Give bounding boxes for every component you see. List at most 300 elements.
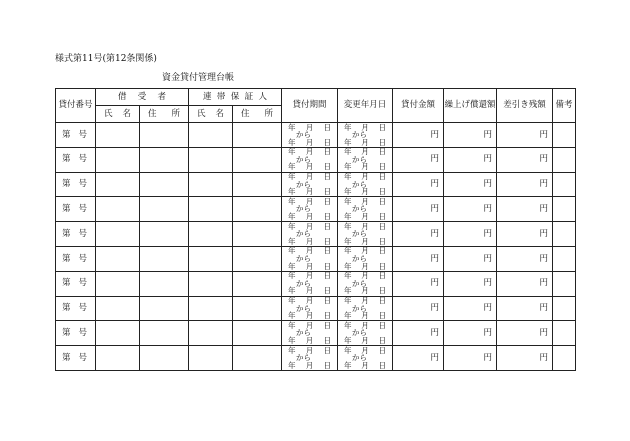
yen-unit: 円 xyxy=(539,204,548,215)
month-char: 月 xyxy=(305,122,314,132)
yen-unit: 円 xyxy=(483,129,492,140)
remarks-cell[interactable] xyxy=(553,172,576,197)
header-guarantor-char: 連 xyxy=(203,91,212,102)
borrower-name-cell[interactable] xyxy=(96,147,140,172)
date-to-line xyxy=(338,337,392,345)
change-date-cell[interactable] xyxy=(338,271,393,296)
day-char: 日 xyxy=(378,137,386,147)
date-from-marker: から xyxy=(296,303,311,313)
day-char: 日 xyxy=(378,336,386,346)
loan-amount-cell[interactable] xyxy=(393,123,444,148)
header-guarantor-char: 人 xyxy=(258,91,267,102)
borrower-name-cell[interactable] xyxy=(96,172,140,197)
balance-cell[interactable] xyxy=(497,271,553,296)
balance-cell[interactable] xyxy=(497,296,553,321)
month-char: 月 xyxy=(305,212,314,222)
change-date-cell[interactable] xyxy=(338,147,393,172)
year-char: 年 xyxy=(288,212,296,222)
number-prefix: 第 xyxy=(62,179,71,190)
loan-amount-cell[interactable] xyxy=(393,271,444,296)
loan-ledger-table xyxy=(55,88,576,371)
day-char: 日 xyxy=(378,311,386,321)
day-char: 日 xyxy=(378,147,386,157)
yen-unit: 円 xyxy=(539,154,548,165)
table-row xyxy=(56,147,576,172)
month-char: 月 xyxy=(361,147,369,157)
day-char: 日 xyxy=(323,162,331,172)
day-char: 日 xyxy=(323,236,331,246)
number-suffix: 号 xyxy=(78,179,87,190)
year-char: 年 xyxy=(344,221,352,231)
early-repayment-cell[interactable] xyxy=(444,346,497,371)
borrower-name-cell[interactable] xyxy=(96,123,140,148)
header-name-char: 名 xyxy=(122,108,131,119)
loan-number-cell[interactable] xyxy=(56,321,96,346)
day-char: 日 xyxy=(323,172,331,182)
loan-amount-cell[interactable] xyxy=(393,172,444,197)
loan-number-cell[interactable] xyxy=(56,123,96,148)
guarantor-address-cell[interactable] xyxy=(233,222,282,247)
day-char: 日 xyxy=(323,246,331,256)
month-char: 月 xyxy=(361,212,369,222)
year-char: 年 xyxy=(288,196,296,206)
day-char: 日 xyxy=(323,320,331,330)
guarantor-address-cell[interactable] xyxy=(233,296,282,321)
table-row xyxy=(56,271,576,296)
balance-cell[interactable] xyxy=(497,172,553,197)
day-char: 日 xyxy=(323,311,331,321)
table-row xyxy=(56,321,576,346)
yen-unit: 円 xyxy=(539,328,548,339)
guarantor-name-cell[interactable] xyxy=(189,172,233,197)
header-guarantor-char: 帯 xyxy=(216,91,226,102)
month-char: 月 xyxy=(305,187,314,197)
header-borrower xyxy=(96,89,189,106)
loan-period-cell[interactable] xyxy=(282,271,338,296)
yen-unit: 円 xyxy=(430,154,439,165)
early-repayment-cell[interactable] xyxy=(444,222,497,247)
yen-unit: 円 xyxy=(483,154,492,165)
day-char: 日 xyxy=(323,212,331,222)
date-to-line xyxy=(338,362,392,370)
year-char: 年 xyxy=(344,196,352,206)
date-from-marker: から xyxy=(352,328,367,338)
change-date-cell[interactable] xyxy=(338,246,393,271)
header-row-top xyxy=(56,89,576,106)
month-char: 月 xyxy=(361,320,369,330)
date-to-line xyxy=(338,263,392,271)
number-prefix: 第 xyxy=(62,154,71,165)
borrower-address-cell[interactable] xyxy=(140,147,189,172)
balance-cell[interactable] xyxy=(497,197,553,222)
balance-cell[interactable] xyxy=(497,246,553,271)
year-char: 年 xyxy=(288,147,296,157)
year-char: 年 xyxy=(288,311,296,321)
remarks-cell[interactable] xyxy=(553,271,576,296)
loan-period-cell[interactable] xyxy=(282,147,338,172)
header-early-repayment: 繰上げ償還額 xyxy=(444,89,497,123)
number-suffix: 号 xyxy=(78,228,87,239)
guarantor-address-cell[interactable] xyxy=(233,271,282,296)
borrower-name-cell[interactable] xyxy=(96,321,140,346)
day-char: 日 xyxy=(323,271,331,281)
year-char: 年 xyxy=(288,360,296,370)
borrower-name-cell[interactable] xyxy=(96,296,140,321)
header-name-char: 氏 xyxy=(104,108,113,119)
change-date-cell[interactable] xyxy=(338,222,393,247)
yen-unit: 円 xyxy=(539,253,548,264)
date-from-marker: から xyxy=(352,204,367,214)
loan-amount-cell[interactable] xyxy=(393,246,444,271)
number-prefix: 第 xyxy=(62,253,71,264)
month-char: 月 xyxy=(361,187,369,197)
year-char: 年 xyxy=(344,147,352,157)
guarantor-address-cell[interactable] xyxy=(233,123,282,148)
month-char: 月 xyxy=(361,246,369,256)
header-loan-amount: 貸付金額 xyxy=(393,89,444,123)
date-to-line xyxy=(338,163,392,171)
date-to-line xyxy=(282,263,337,271)
table-row xyxy=(56,346,576,371)
early-repayment-cell[interactable] xyxy=(444,197,497,222)
yen-unit: 円 xyxy=(483,253,492,264)
month-char: 月 xyxy=(361,261,369,271)
early-repayment-cell[interactable] xyxy=(444,321,497,346)
header-remarks: 備考 xyxy=(553,89,576,123)
day-char: 日 xyxy=(323,122,331,132)
year-char: 年 xyxy=(288,271,296,281)
guarantor-name-cell[interactable] xyxy=(189,222,233,247)
loan-amount-cell[interactable] xyxy=(393,147,444,172)
number-suffix: 号 xyxy=(78,328,87,339)
change-date-cell[interactable] xyxy=(338,123,393,148)
day-char: 日 xyxy=(323,196,331,206)
month-char: 月 xyxy=(305,296,314,306)
header-loan-number: 貸付番号 xyxy=(56,89,96,123)
day-char: 日 xyxy=(378,196,386,206)
balance-cell[interactable] xyxy=(497,222,553,247)
borrower-address-cell[interactable] xyxy=(140,296,189,321)
table-row xyxy=(56,246,576,271)
day-char: 日 xyxy=(378,162,386,172)
remarks-cell[interactable] xyxy=(553,222,576,247)
borrower-address-cell[interactable] xyxy=(140,123,189,148)
day-char: 日 xyxy=(323,286,331,296)
year-char: 年 xyxy=(344,286,352,296)
early-repayment-cell[interactable] xyxy=(444,246,497,271)
date-to-line xyxy=(338,287,392,295)
borrower-address-cell[interactable] xyxy=(140,271,189,296)
header-address-char: 住 xyxy=(148,108,157,119)
change-date-cell[interactable] xyxy=(338,321,393,346)
date-from-marker: から xyxy=(352,130,367,140)
date-to-line xyxy=(282,213,337,221)
remarks-cell[interactable] xyxy=(553,123,576,148)
year-char: 年 xyxy=(344,162,352,172)
borrower-name-cell[interactable] xyxy=(96,246,140,271)
date-from-marker: から xyxy=(352,254,367,264)
borrower-address-cell[interactable] xyxy=(140,246,189,271)
guarantor-name-cell[interactable] xyxy=(189,246,233,271)
month-char: 月 xyxy=(305,196,314,206)
loan-number-cell[interactable] xyxy=(56,296,96,321)
table-row xyxy=(56,197,576,222)
guarantor-address-cell[interactable] xyxy=(233,172,282,197)
yen-unit: 円 xyxy=(539,179,548,190)
year-char: 年 xyxy=(288,122,296,132)
loan-amount-cell[interactable] xyxy=(393,296,444,321)
header-change-date: 変更年月日 xyxy=(338,89,393,123)
loan-amount-cell[interactable] xyxy=(393,321,444,346)
month-char: 月 xyxy=(361,286,369,296)
yen-unit: 円 xyxy=(430,328,439,339)
change-date-cell[interactable] xyxy=(338,197,393,222)
month-char: 月 xyxy=(305,261,314,271)
month-char: 月 xyxy=(305,345,314,355)
guarantor-name-cell[interactable] xyxy=(189,346,233,371)
month-char: 月 xyxy=(361,162,369,172)
day-char: 日 xyxy=(323,137,331,147)
date-from-marker: から xyxy=(352,179,367,189)
month-char: 月 xyxy=(305,137,314,147)
guarantor-name-cell[interactable] xyxy=(189,296,233,321)
guarantor-address-cell[interactable] xyxy=(233,147,282,172)
header-borrower-name xyxy=(96,106,140,123)
balance-cell[interactable] xyxy=(497,321,553,346)
remarks-cell[interactable] xyxy=(553,296,576,321)
remarks-cell[interactable] xyxy=(553,197,576,222)
month-char: 月 xyxy=(361,137,369,147)
date-to-line xyxy=(282,312,337,320)
month-char: 月 xyxy=(305,286,314,296)
number-suffix: 号 xyxy=(78,352,87,363)
day-char: 日 xyxy=(378,172,386,182)
year-char: 年 xyxy=(344,320,352,330)
number-prefix: 第 xyxy=(62,303,71,314)
month-char: 月 xyxy=(361,311,369,321)
early-repayment-cell[interactable] xyxy=(444,172,497,197)
date-to-line xyxy=(338,213,392,221)
borrower-address-cell[interactable] xyxy=(140,197,189,222)
date-from-marker: から xyxy=(296,278,311,288)
yen-unit: 円 xyxy=(483,328,492,339)
day-char: 日 xyxy=(378,212,386,222)
date-from-marker: から xyxy=(296,179,311,189)
number-suffix: 号 xyxy=(78,154,87,165)
date-from-marker: から xyxy=(352,353,367,363)
year-char: 年 xyxy=(344,236,352,246)
document-title: 資金貸付管理台帳 xyxy=(162,73,235,83)
early-repayment-cell[interactable] xyxy=(444,271,497,296)
day-char: 日 xyxy=(378,221,386,231)
loan-number-cell[interactable] xyxy=(56,222,96,247)
month-char: 月 xyxy=(305,311,314,321)
loan-number-cell[interactable] xyxy=(56,346,96,371)
yen-unit: 円 xyxy=(430,228,439,239)
early-repayment-cell[interactable] xyxy=(444,123,497,148)
table-row xyxy=(56,172,576,197)
year-char: 年 xyxy=(288,320,296,330)
borrower-name-cell[interactable] xyxy=(96,222,140,247)
year-char: 年 xyxy=(288,162,296,172)
borrower-name-cell[interactable] xyxy=(96,346,140,371)
guarantor-name-cell[interactable] xyxy=(189,123,233,148)
year-char: 年 xyxy=(344,246,352,256)
yen-unit: 円 xyxy=(539,228,548,239)
month-char: 月 xyxy=(361,336,369,346)
borrower-name-cell[interactable] xyxy=(96,197,140,222)
year-char: 年 xyxy=(344,345,352,355)
balance-cell[interactable] xyxy=(497,147,553,172)
guarantor-name-cell[interactable] xyxy=(189,197,233,222)
loan-amount-cell[interactable] xyxy=(393,197,444,222)
loan-period-cell[interactable] xyxy=(282,197,338,222)
day-char: 日 xyxy=(378,271,386,281)
balance-cell[interactable] xyxy=(497,123,553,148)
header-borrower-address xyxy=(140,106,189,123)
loan-period-cell[interactable] xyxy=(282,346,338,371)
month-char: 月 xyxy=(361,360,369,370)
year-char: 年 xyxy=(288,187,296,197)
year-char: 年 xyxy=(288,336,296,346)
year-char: 年 xyxy=(344,122,352,132)
number-prefix: 第 xyxy=(62,352,71,363)
borrower-address-cell[interactable] xyxy=(140,222,189,247)
guarantor-address-cell[interactable] xyxy=(233,197,282,222)
year-char: 年 xyxy=(288,137,296,147)
number-prefix: 第 xyxy=(62,278,71,289)
header-guarantor-name xyxy=(189,106,233,123)
loan-number-cell[interactable] xyxy=(56,197,96,222)
change-date-cell[interactable] xyxy=(338,296,393,321)
guarantor-name-cell[interactable] xyxy=(189,321,233,346)
change-date-cell[interactable] xyxy=(338,172,393,197)
remarks-cell[interactable] xyxy=(553,147,576,172)
date-to-line xyxy=(338,139,392,147)
number-suffix: 号 xyxy=(78,204,87,215)
header-borrower-char: 借 xyxy=(118,91,127,102)
day-char: 日 xyxy=(378,236,386,246)
yen-unit: 円 xyxy=(430,278,439,289)
year-char: 年 xyxy=(344,296,352,306)
month-char: 月 xyxy=(305,271,314,281)
change-date-cell[interactable] xyxy=(338,346,393,371)
day-char: 日 xyxy=(378,246,386,256)
yen-unit: 円 xyxy=(430,204,439,215)
yen-unit: 円 xyxy=(483,303,492,314)
borrower-address-cell[interactable] xyxy=(140,346,189,371)
year-char: 年 xyxy=(344,360,352,370)
year-char: 年 xyxy=(288,236,296,246)
date-from-marker: から xyxy=(296,130,311,140)
date-from-marker: から xyxy=(352,154,367,164)
yen-unit: 円 xyxy=(483,204,492,215)
header-borrower-char: 者 xyxy=(157,91,166,102)
loan-number-cell[interactable] xyxy=(56,271,96,296)
date-from-marker: から xyxy=(296,204,311,214)
loan-period-cell[interactable] xyxy=(282,296,338,321)
day-char: 日 xyxy=(323,261,331,271)
loan-period-cell[interactable] xyxy=(282,321,338,346)
year-char: 年 xyxy=(344,261,352,271)
remarks-cell[interactable] xyxy=(553,346,576,371)
year-char: 年 xyxy=(288,221,296,231)
yen-unit: 円 xyxy=(539,278,548,289)
date-to-line xyxy=(282,238,337,246)
loan-period-cell[interactable] xyxy=(282,246,338,271)
loan-number-cell[interactable] xyxy=(56,246,96,271)
day-char: 日 xyxy=(378,261,386,271)
loan-amount-cell[interactable] xyxy=(393,222,444,247)
loan-period-cell[interactable] xyxy=(282,222,338,247)
date-to-line xyxy=(338,238,392,246)
early-repayment-cell[interactable] xyxy=(444,147,497,172)
date-to-line xyxy=(282,287,337,295)
guarantor-name-cell[interactable] xyxy=(189,147,233,172)
year-char: 年 xyxy=(288,246,296,256)
day-char: 日 xyxy=(378,286,386,296)
balance-cell[interactable] xyxy=(497,346,553,371)
guarantor-address-cell[interactable] xyxy=(233,246,282,271)
early-repayment-cell[interactable] xyxy=(444,296,497,321)
loan-period-cell[interactable] xyxy=(282,123,338,148)
header-borrower-char: 受 xyxy=(137,91,147,102)
loan-amount-cell[interactable] xyxy=(393,346,444,371)
yen-unit: 円 xyxy=(430,253,439,264)
loan-number-cell[interactable] xyxy=(56,147,96,172)
yen-unit: 円 xyxy=(539,129,548,140)
yen-unit: 円 xyxy=(483,228,492,239)
header-address-char: 所 xyxy=(264,108,273,119)
remarks-cell[interactable] xyxy=(553,246,576,271)
header-address-char: 所 xyxy=(171,108,180,119)
guarantor-name-cell[interactable] xyxy=(189,271,233,296)
date-to-line xyxy=(282,337,337,345)
year-char: 年 xyxy=(288,286,296,296)
month-char: 月 xyxy=(305,320,314,330)
year-char: 年 xyxy=(344,311,352,321)
borrower-address-cell[interactable] xyxy=(140,321,189,346)
remarks-cell[interactable] xyxy=(553,321,576,346)
yen-unit: 円 xyxy=(483,278,492,289)
day-char: 日 xyxy=(378,345,386,355)
month-char: 月 xyxy=(361,296,369,306)
year-char: 年 xyxy=(344,212,352,222)
day-char: 日 xyxy=(323,187,331,197)
day-char: 日 xyxy=(378,320,386,330)
month-char: 月 xyxy=(361,345,369,355)
number-prefix: 第 xyxy=(62,204,71,215)
day-char: 日 xyxy=(323,147,331,157)
month-char: 月 xyxy=(305,336,314,346)
yen-unit: 円 xyxy=(430,129,439,140)
date-to-line xyxy=(282,139,337,147)
guarantor-address-cell[interactable] xyxy=(233,321,282,346)
yen-unit: 円 xyxy=(430,352,439,363)
guarantor-address-cell[interactable] xyxy=(233,346,282,371)
form-number-label: 様式第11号(第12条関係) xyxy=(55,54,157,64)
loan-number-cell[interactable] xyxy=(56,172,96,197)
date-from-marker: から xyxy=(352,229,367,239)
loan-period-cell[interactable] xyxy=(282,172,338,197)
year-char: 年 xyxy=(288,261,296,271)
date-from-marker: から xyxy=(352,303,367,313)
yen-unit: 円 xyxy=(539,352,548,363)
borrower-name-cell[interactable] xyxy=(96,271,140,296)
header-balance: 差引き残額 xyxy=(497,89,553,123)
day-char: 日 xyxy=(323,345,331,355)
borrower-address-cell[interactable] xyxy=(140,172,189,197)
